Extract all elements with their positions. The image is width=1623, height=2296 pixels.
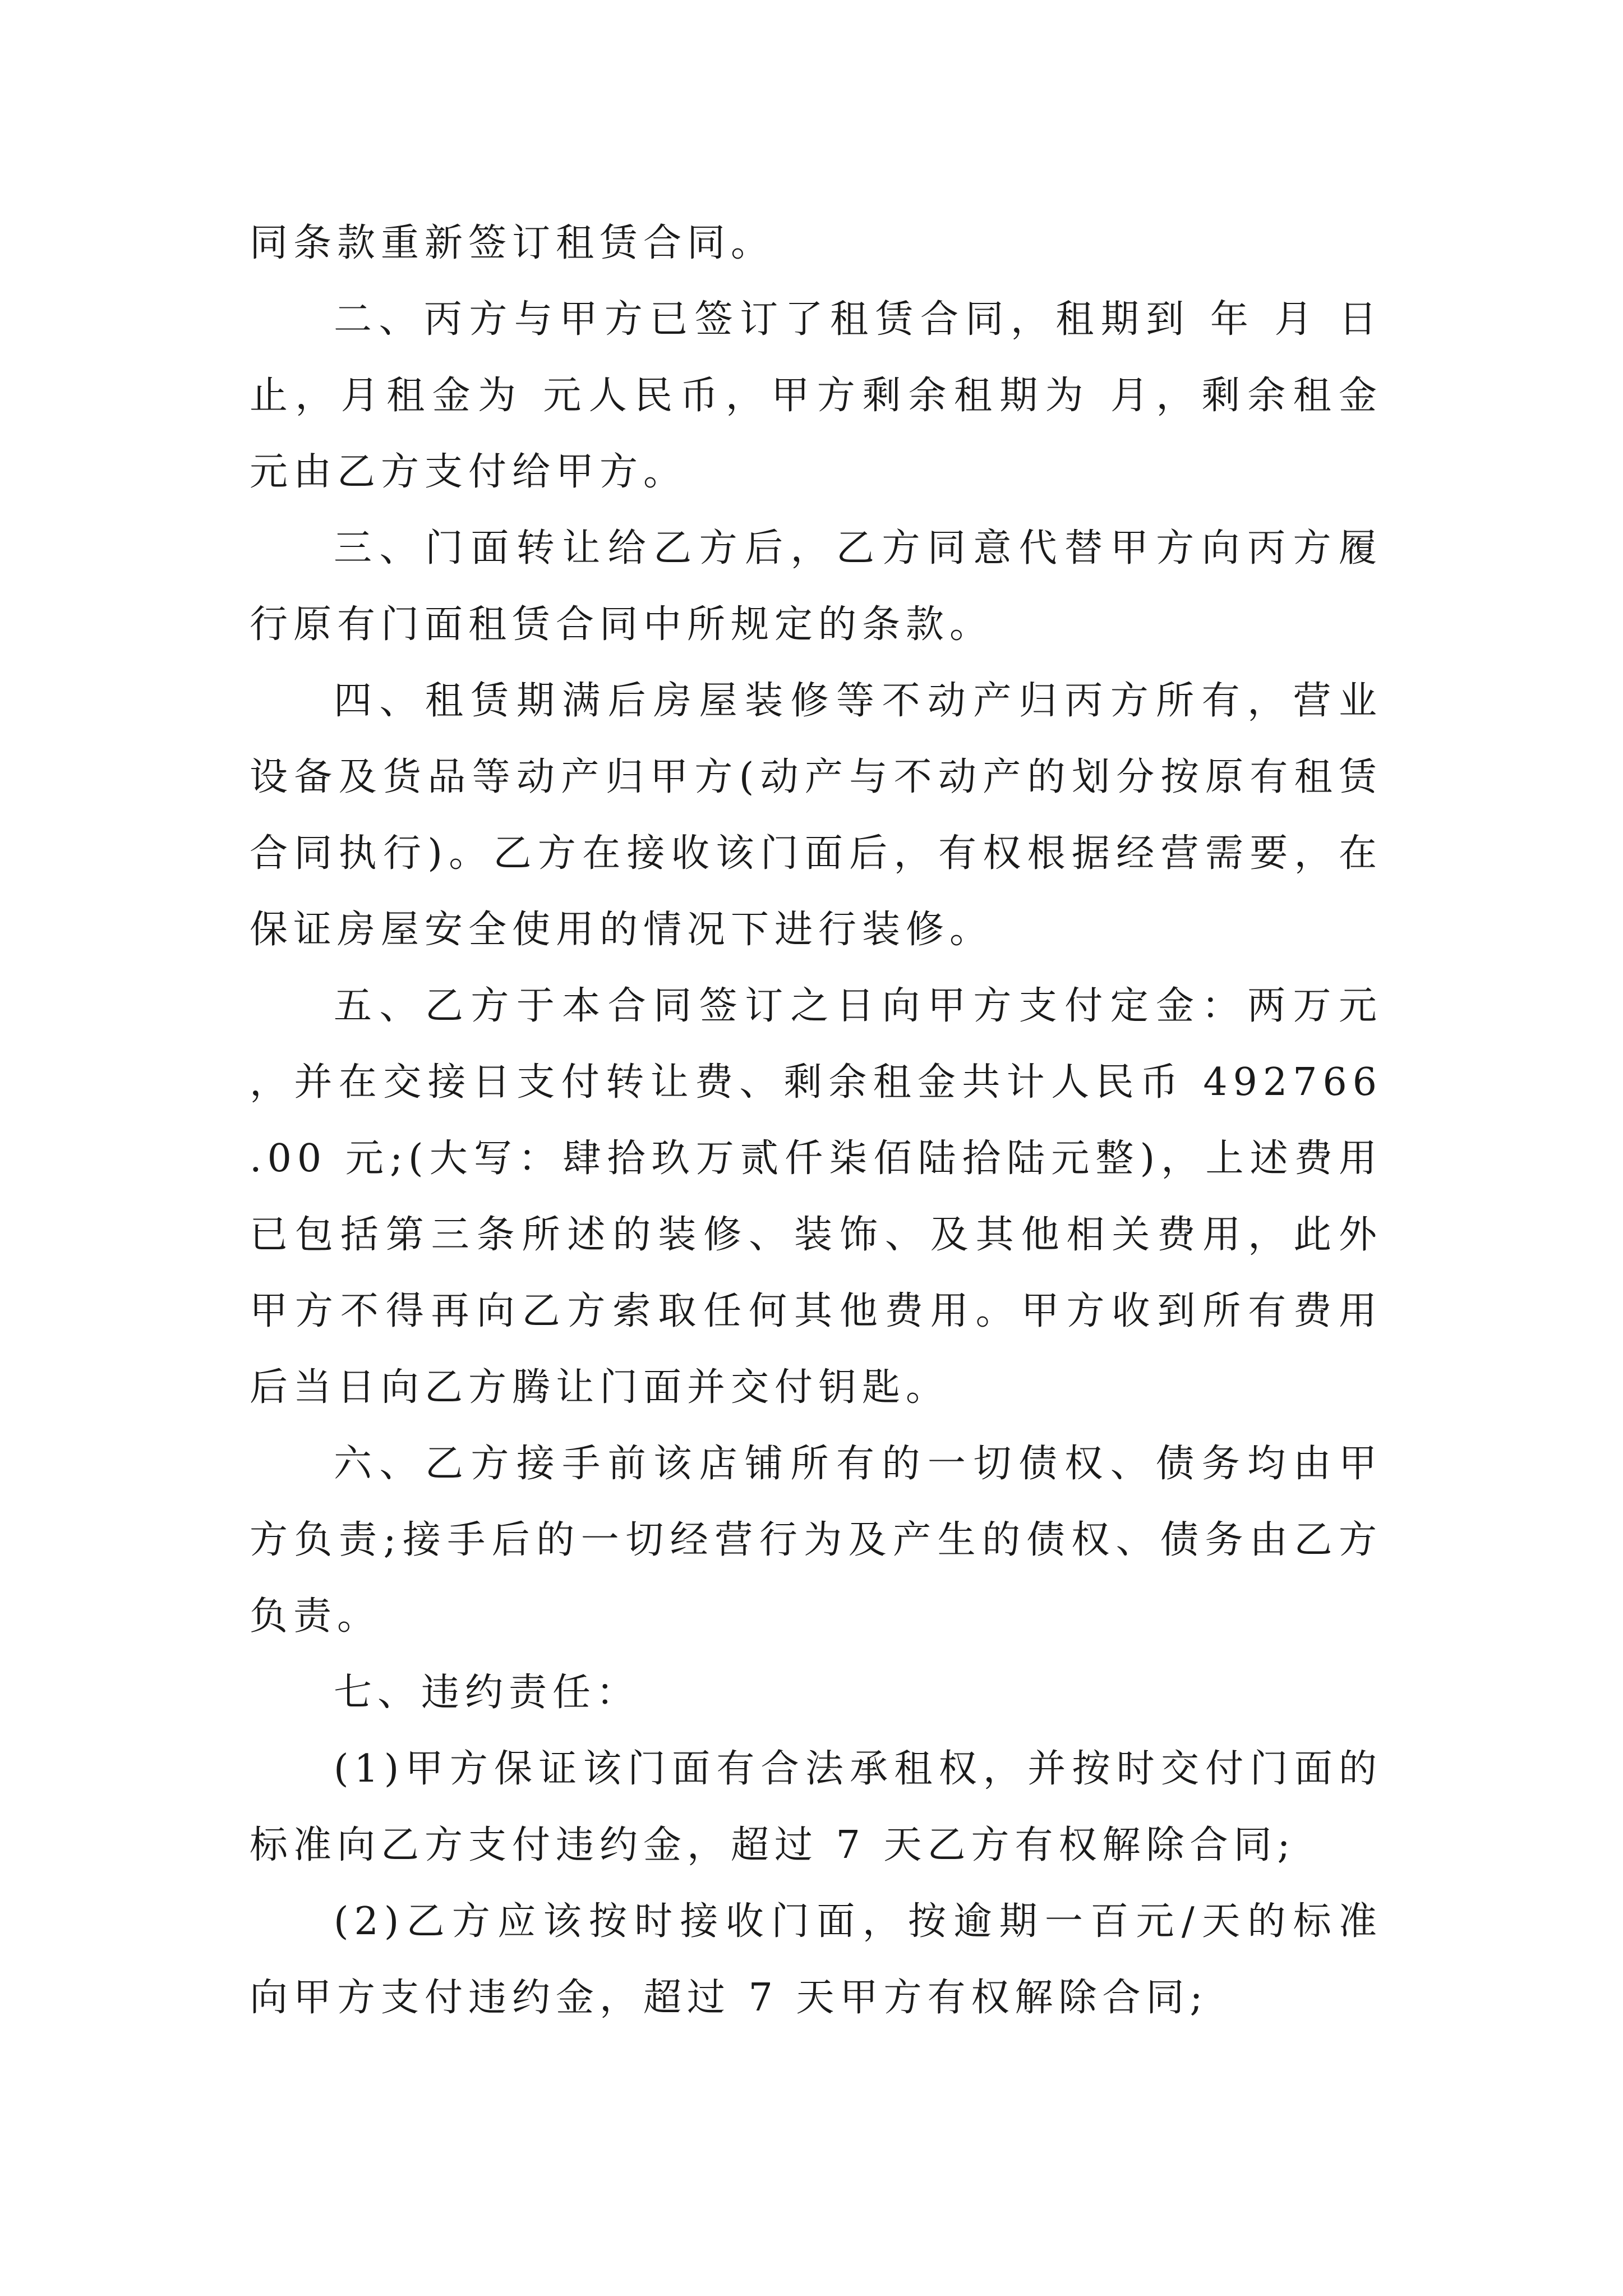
paragraph-clause-5: 五、乙方于本合同签订之日向甲方支付定金：两万元，并在交接日支付转让费、剩余租金共计人民币 492766.00 元;(大写：肆拾玖万贰仟柒佰陆拾陆元整)，上述费用已包括第三条所述的装修、装饰、及其他相关费用，此外甲方不得再向乙方索取任何其他费用。甲方收到所有费用后当日向乙方腾让门面并交付钥匙。 (250, 984, 1382, 1410)
paragraph-clause-7-heading: 七、违约责任： (334, 1671, 640, 1715)
paragraph-clause-7-item-1: (1)甲方保证该门面有合法承租权，并按时交付门面的标准向乙方支付违约金，超过 7 天乙方有权解除合同; (250, 1747, 1382, 1867)
paragraph-clause-3: 三、门面转让给乙方后，乙方同意代替甲方向丙方履行原有门面租赁合同中所规定的条款。 (250, 526, 1382, 647)
paragraph-clause-6: 六、乙方接手前该店铺所有的一切债权、债务均由甲方负责;接手后的一切经营行为及产生的债权、债务由乙方负责。 (250, 1442, 1382, 1639)
paragraph-continuation: 同条款重新签订租赁合同。 (250, 221, 775, 265)
paragraph-clause-2: 二、丙方与甲方已签订了租赁合同，租期到 年 月 日止，月租金为 元人民币，甲方剩余租期为 月，剩余租金 元由乙方支付给甲方。 (250, 297, 1382, 494)
contract-body (250, 205, 1382, 2036)
paragraph-clause-4: 四、租赁期满后房屋装修等不动产归丙方所有，营业设备及货品等动产归甲方(动产与不动产的划分按原有租赁合同执行)。乙方在接收该门面后，有权根据经营需要，在保证房屋安全使用的情况下进行装修。 (250, 679, 1382, 952)
paragraph-clause-7-item-2: (2)乙方应该按时接收门面，按逾期一百元/天的标准向甲方支付违约金，超过 7 天甲方有权解除合同; (250, 1899, 1382, 2020)
